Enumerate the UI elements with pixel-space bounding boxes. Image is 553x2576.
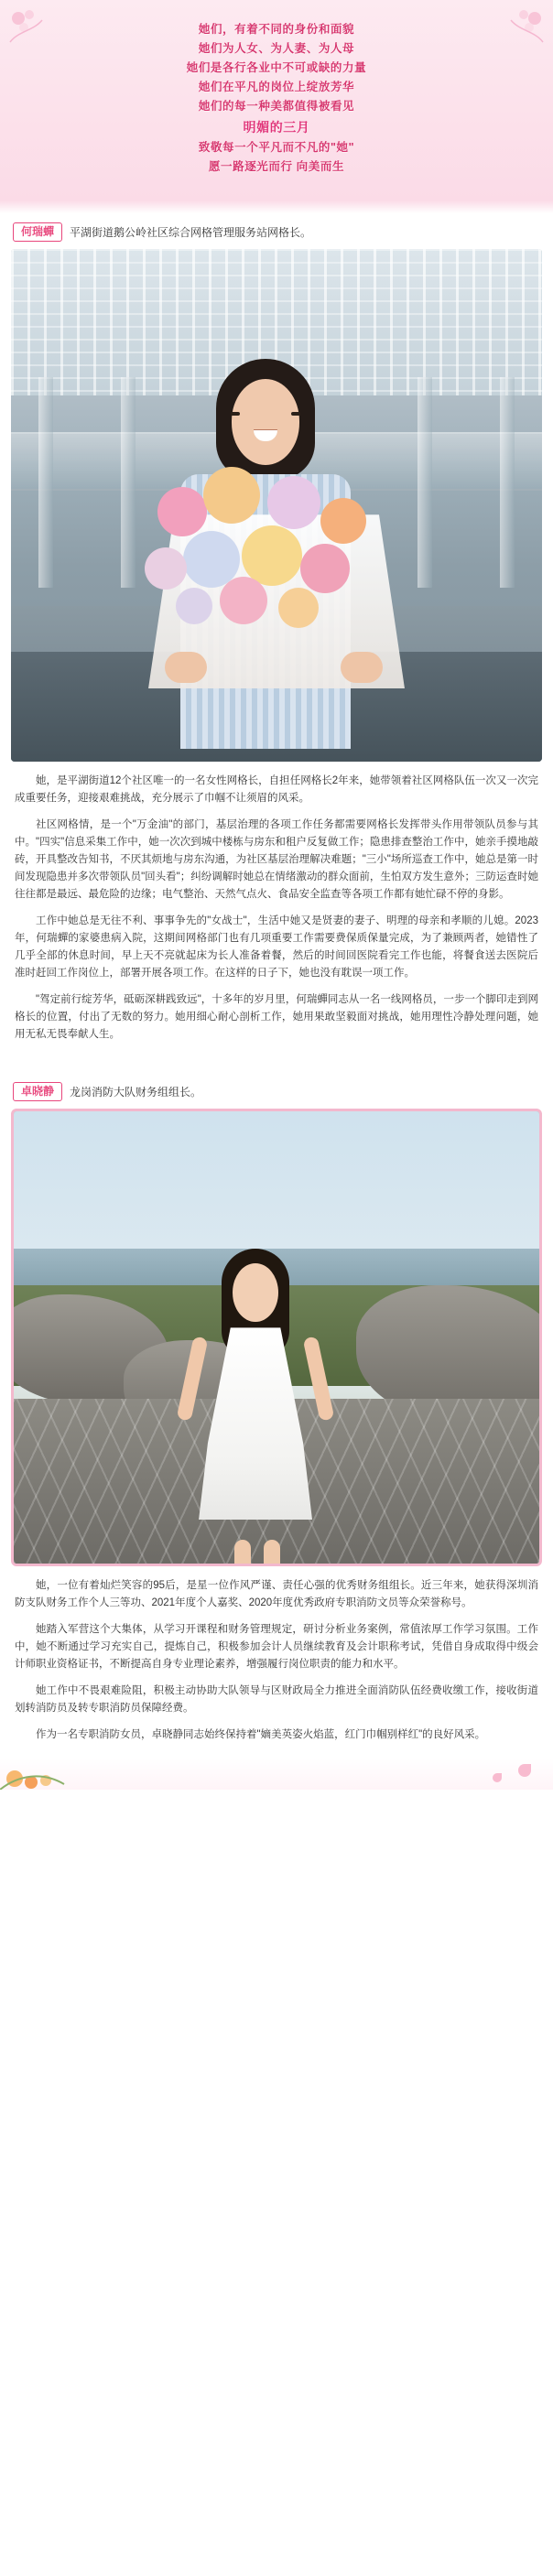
poem-line-8: 愿一路逐光而行 向美而生 bbox=[208, 160, 345, 173]
person-name-badge: 何瑞蟬 bbox=[13, 222, 62, 242]
paragraph: 工作中她总是无往不利、事事争先的"女战士"，生活中她又是贤妻的妻子、明理的母亲和孝顺的儿媳。2023年，何瑞蟬的家婆患病入院，这期间网格部门也有几项重要工作需要费保质保量完成，为了兼顾两者，她错性了几乎全部的休息时间，早上天不亮就起床为长人准备着餐，然后的时间回医院看完工作也能，将餐食送去医院后准时赶回工作岗位上，部署开展各项工作。在这样的日子下，她也没有耽误一项工作。 bbox=[15, 915, 538, 980]
paragraph: "驾定前行绽芳华，砥砺深耕践致远"，十多年的岁月里，何瑞蟬同志从一名一线网格员，一步一个脚印走到网格长的位置，付出了无数的努力。她用细心耐心剖析工作，她用果敢坚毅面对挑战，她用理性冷静处理问题，她用无私无畏奉献人生。 bbox=[15, 994, 538, 1041]
paragraph: 社区网格情，是一个"万金油"的部门，基层治理的各项工作任务都需要网格长发挥带头作用带领队员参与其中。"四实"信息采集工作中，她一次次到城中楼栋与房东和租户反复做工作；隐患排查整治工作中，她亲手摸地敲砖，开具整改告知书，不厌其烦地与房东沟通，为社区基层治理解决难题；"三小"场所巡查工作中，她总是第一时间发现隐患并多次带领队员"回头看"；纠纷调解时她总在情绪激动的群众面前，生怕双方发生意外；三防运查时她往往都是最远、最危险的边缘；电气整治、天然气点火、食品安全监查等各项工作都有她忙碌不停的身影。 bbox=[15, 819, 538, 901]
petal-decoration bbox=[493, 1773, 502, 1782]
paragraph: 她，一位有着灿烂笑容的95后，是星一位作风严谨、责任心强的优秀财务组组长。近三年来，她获得深圳消防支队财务工作个人三等功、2021年度个人嘉奖、2020年度优秀政府专职消防文员等众荣誉称号。 bbox=[15, 1580, 538, 1609]
paragraph: 她踏入军营这个大集体，从学习开课程和财务管理规定，研讨分析业务案例，常值浓厚工作学习氛围。工作中，她不断通过学习充实自己，提炼自己，积极参加会计人员继续教育及会计职称考试，凭借自身成取得中级会计师职业资格证书，不断提高自身专业理论素养，增强履行岗位职责的能力和水平。 bbox=[15, 1624, 538, 1671]
flower-decoration-icon bbox=[505, 5, 548, 48]
poem-line-2: 她们为人女、为人妻、为人母 bbox=[198, 42, 355, 55]
poem-line-3: 她们是各行各业中不可或缺的力量 bbox=[186, 61, 367, 74]
paragraph: 她，是平湖街道12个社区唯一的一名女性网格长，自担任网格长2年来，她带领着社区网格队伍一次又一次完成重要任务，迎接艰难挑战，充分展示了巾帼不让须眉的风采。 bbox=[15, 775, 538, 805]
person-article-1 bbox=[0, 762, 553, 1058]
person-photo-1 bbox=[11, 249, 542, 762]
paragraph: 作为一名专职消防女员，卓晓静同志始终保持着"嫡美英姿火焰蓝，红门巾帼别样红"的良好风采。 bbox=[36, 1729, 486, 1741]
section-gap bbox=[0, 1058, 553, 1073]
poem-header bbox=[0, 0, 553, 200]
person-title: 龙岗消防大队财务组组长。 bbox=[70, 1085, 202, 1099]
photo-container-2 bbox=[0, 1109, 553, 1566]
person-title: 平湖街道鹅公岭社区综合网格管理服务站网格长。 bbox=[70, 225, 312, 239]
flower-decoration-icon bbox=[0, 1753, 110, 1790]
poem-line-6: 明媚的三月 bbox=[243, 120, 310, 135]
paragraph: 她工作中不畏艰难险阻，积极主动协助大队领导与区财政局全力推进全面消防队伍经费收缴工作，接收街道划转消防员及转专职消防员保障经费。 bbox=[15, 1685, 538, 1715]
petal-decoration bbox=[518, 1764, 531, 1777]
photo-container-1 bbox=[0, 249, 553, 762]
person-photo-2 bbox=[11, 1109, 542, 1566]
poem-line-1: 她们，有着不同的身份和面貌 bbox=[198, 23, 355, 36]
photo-subject bbox=[187, 1249, 324, 1551]
flower-decoration-icon bbox=[5, 5, 48, 48]
bouquet bbox=[139, 460, 414, 688]
person-header-1 bbox=[0, 213, 553, 249]
footer-decoration bbox=[0, 1759, 553, 1790]
person-header-2 bbox=[0, 1073, 553, 1109]
poem-line-4: 她们在平凡的岗位上绽放芳华 bbox=[198, 81, 355, 93]
person-article-2 bbox=[0, 1566, 553, 1759]
section-divider bbox=[0, 200, 553, 213]
person-name-badge: 卓晓静 bbox=[13, 1082, 62, 1101]
poem-line-5: 她们的每一种美都值得被看见 bbox=[198, 100, 355, 113]
poem-line-7: 致敬每一个平凡而不凡的"她" bbox=[198, 141, 355, 154]
